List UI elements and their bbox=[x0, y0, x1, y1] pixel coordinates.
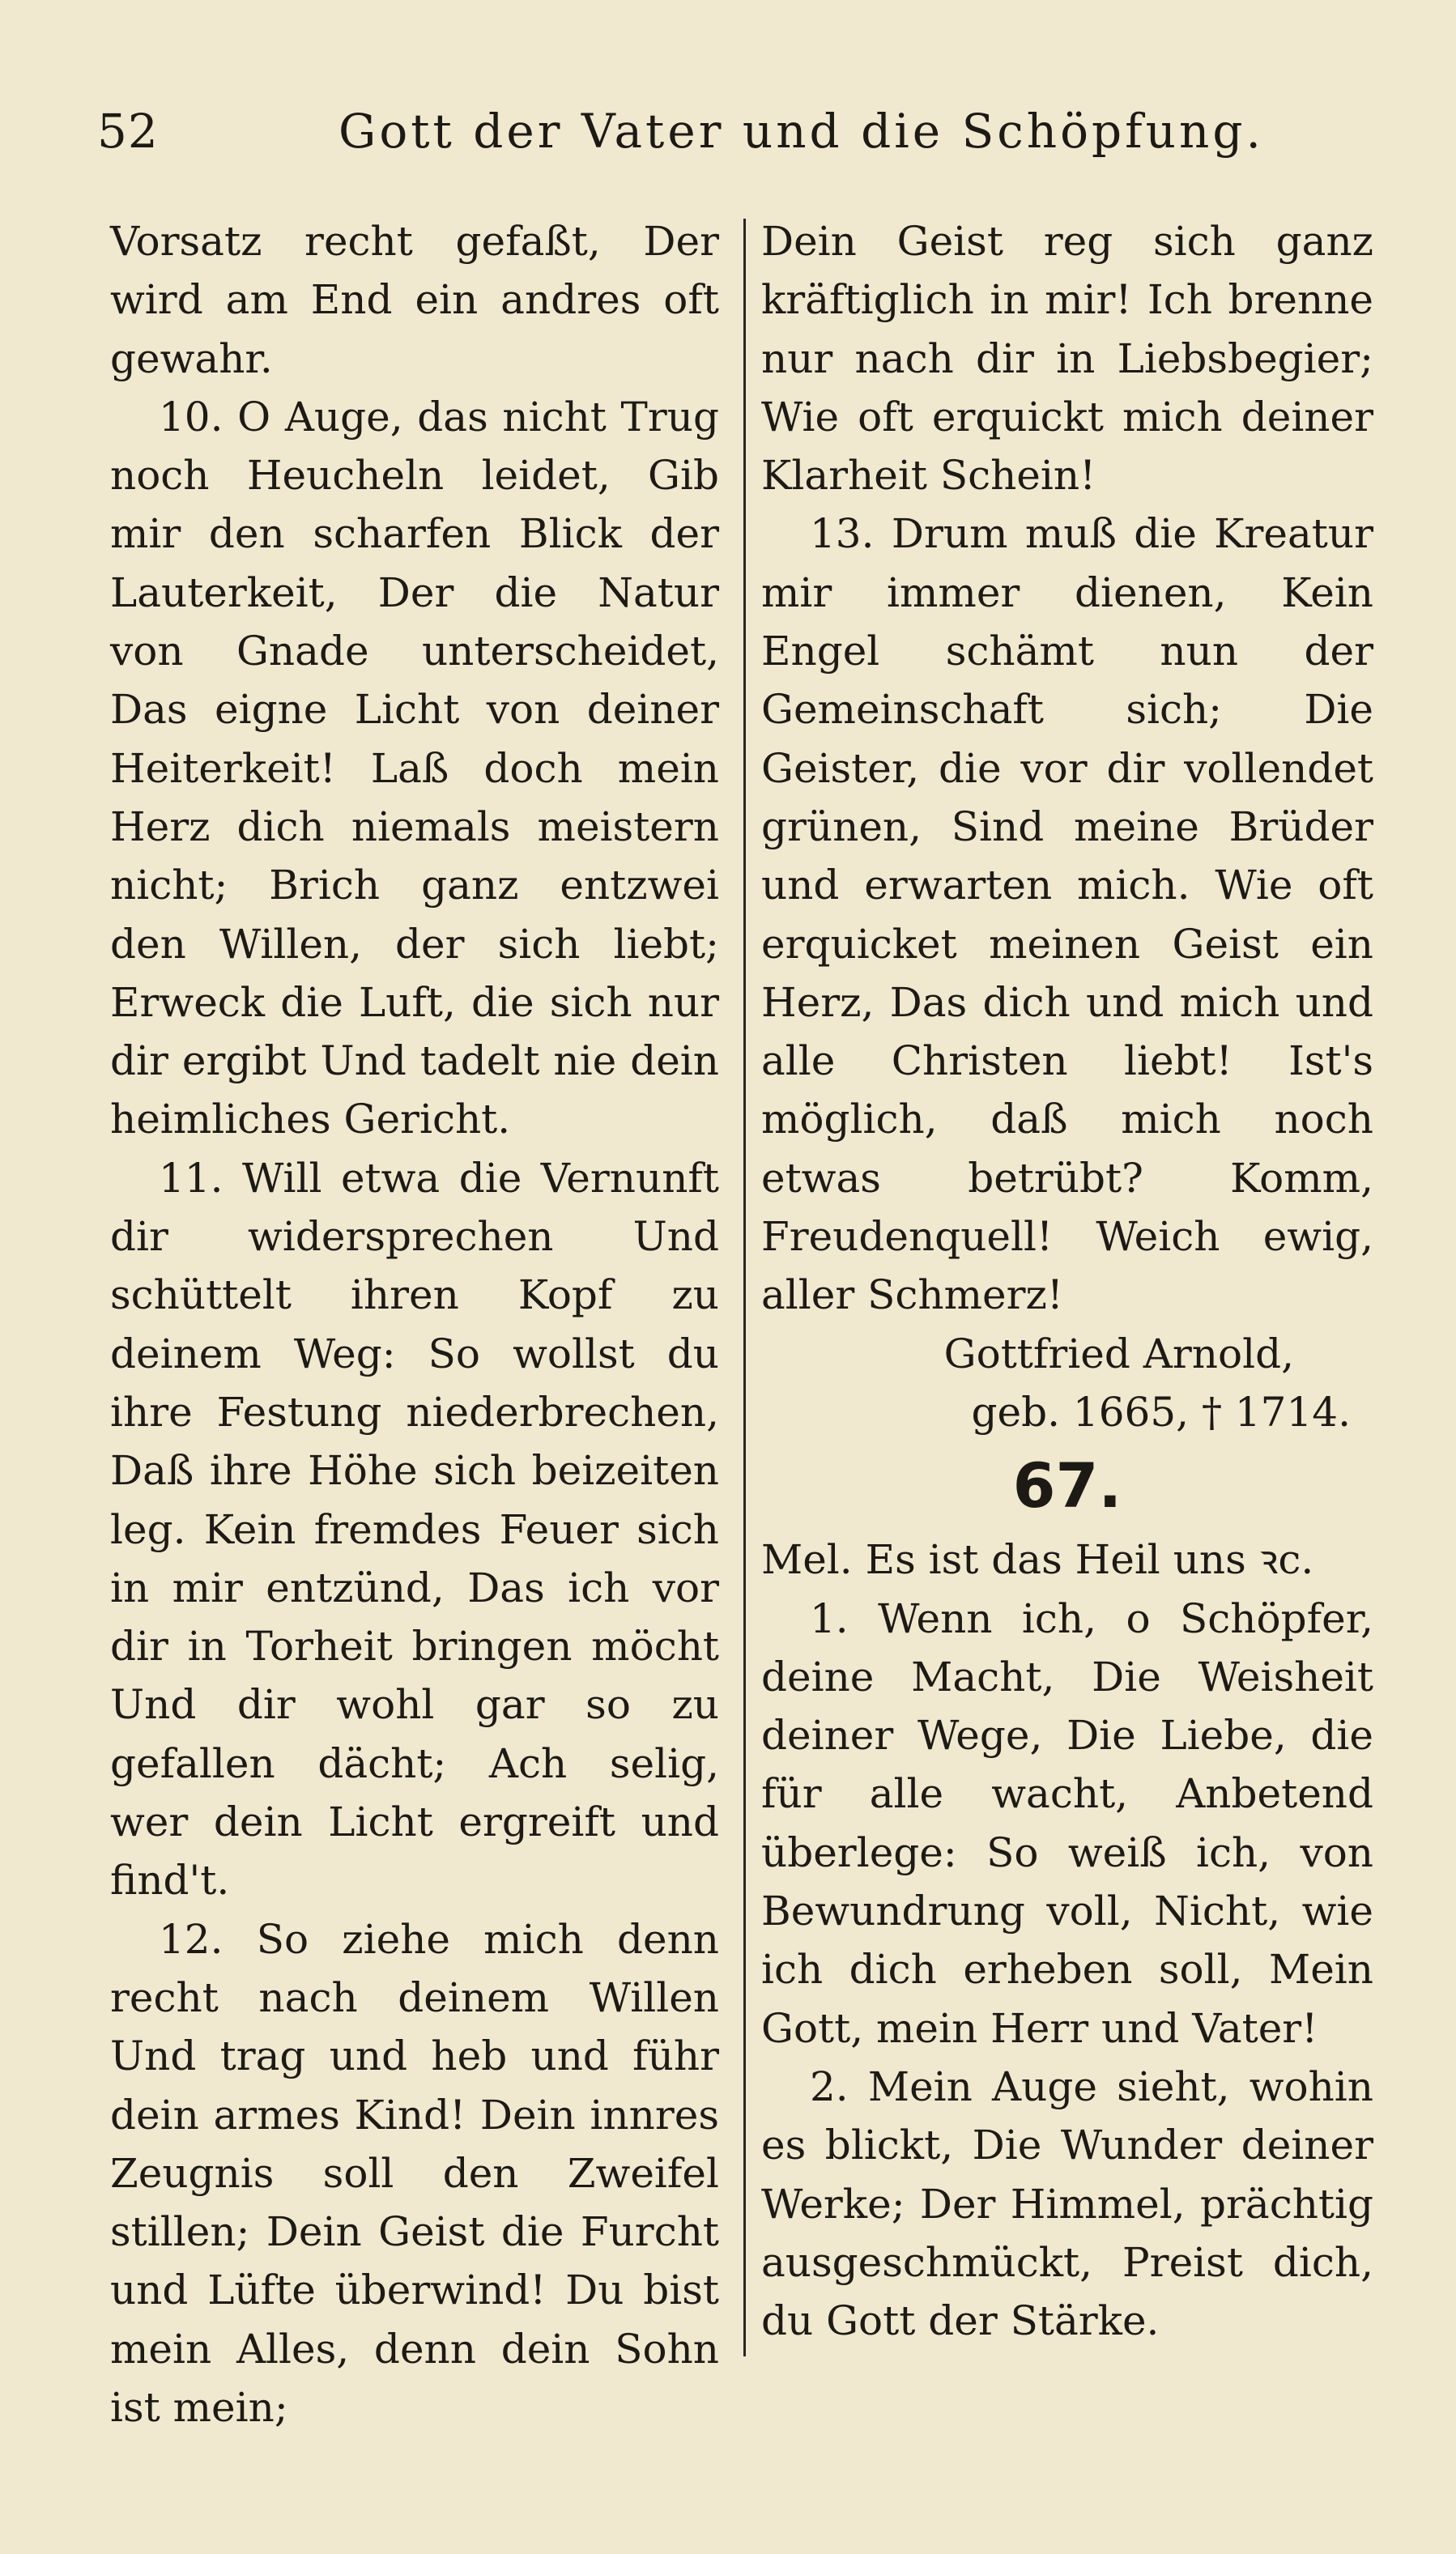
verse-10: 10. O Auge, das nicht Trug noch Heucheln leidet, Gib mir den scharfen Blick der Lauterkeit, Der die Natur von Gnade unterscheidet, Das eigne Licht von deiner Heiterkeit! Laß doch mein Herz dich niemals meistern nicht; Brich ganz entzwei den Willen, der sich liebt; Erweck die Luft, die sich nur dir ergibt Und tadelt nie dein heimliches Gericht. bbox=[110, 393, 719, 1143]
verse-13: 13. Drum muß die Kreatur mir immer dienen, Kein Engel schämt nun der Gemeinschaft sich; Die Geister, die vor dir vollendet grünen, Sind meine Brüder und erwarten mich. Wie oft erquicket meinen Geist ein Herz, Das dich und mich und alle Christen liebt! Ist's möglich, daß mich noch etwas betrübt? Komm, Freudenquell! Weich ewig, aller Schmerz! bbox=[761, 510, 1373, 1319]
author-attribution bbox=[761, 1325, 1373, 1442]
running-header bbox=[65, 96, 1360, 168]
verse-continuation: Dein Geist reg sich ganz kräftiglich in mir! Ich brenne nur nach dir in Liebsbegier; Wie oft erquickt mich deiner Klarheit Schein! bbox=[761, 218, 1373, 500]
column-divider bbox=[743, 219, 746, 2356]
hymn-number: 67. bbox=[1012, 1449, 1122, 1522]
verse-11: 11. Will etwa die Vernunft dir widersprechen Und schüttelt ihren Kopf zu deinem Weg: So wollst du ihre Festung niederbrechen, Daß ihre Höhe sich beizeiten leg. Kein fremdes Feuer sich in mir entzünd, Das ich vor dir in Torheit bringen möcht Und dir wohl gar so zu gefallen dächt; Ach selig, wer dein Licht ergreift und find't. bbox=[110, 1154, 719, 1905]
hymn-67-verse-2: 2. Mein Auge sieht, wohin es blickt, Die Wunder deiner Werke; Der Himmel, prächtig ausgeschmückt, Preist dich, du Gott der Stärke. bbox=[761, 2062, 1373, 2345]
melody-line: Mel. Es ist das Heil uns ꝛc. bbox=[761, 1536, 1314, 1584]
author-name: Gottfried Arnold, bbox=[943, 1330, 1294, 1377]
page-number: 52 bbox=[97, 104, 159, 159]
verse-12: 12. So ziehe mich denn recht nach deinem Willen Und trag und heb und führ dein armes Kind! Dein innres Zeugnis soll den Zweifel stillen; Dein Geist die Furcht und Lüfte überwind! Du bist mein Alles, denn dein Sohn ist mein; bbox=[110, 1915, 719, 2431]
right-column bbox=[761, 212, 1373, 2350]
running-title: Gott der Vater und die Schöpfung. bbox=[338, 104, 1264, 159]
left-column bbox=[110, 212, 719, 2437]
verse-continuation: Vorsatz recht gefaßt, Der wird am End ein andres oft gewahr. bbox=[110, 218, 719, 382]
hymn-67-verse-1: 1. Wenn ich, o Schöpfer, deine Macht, Die Weisheit deiner Wege, Die Liebe, die für alle wacht, Anbetend überlege: So weiß ich, von Bewundrung voll, Nicht, wie ich dich erheben soll, Mein Gott, mein Herr und Vater! bbox=[761, 1594, 1373, 2052]
author-dates: geb. 1665, † 1714. bbox=[971, 1388, 1351, 1436]
